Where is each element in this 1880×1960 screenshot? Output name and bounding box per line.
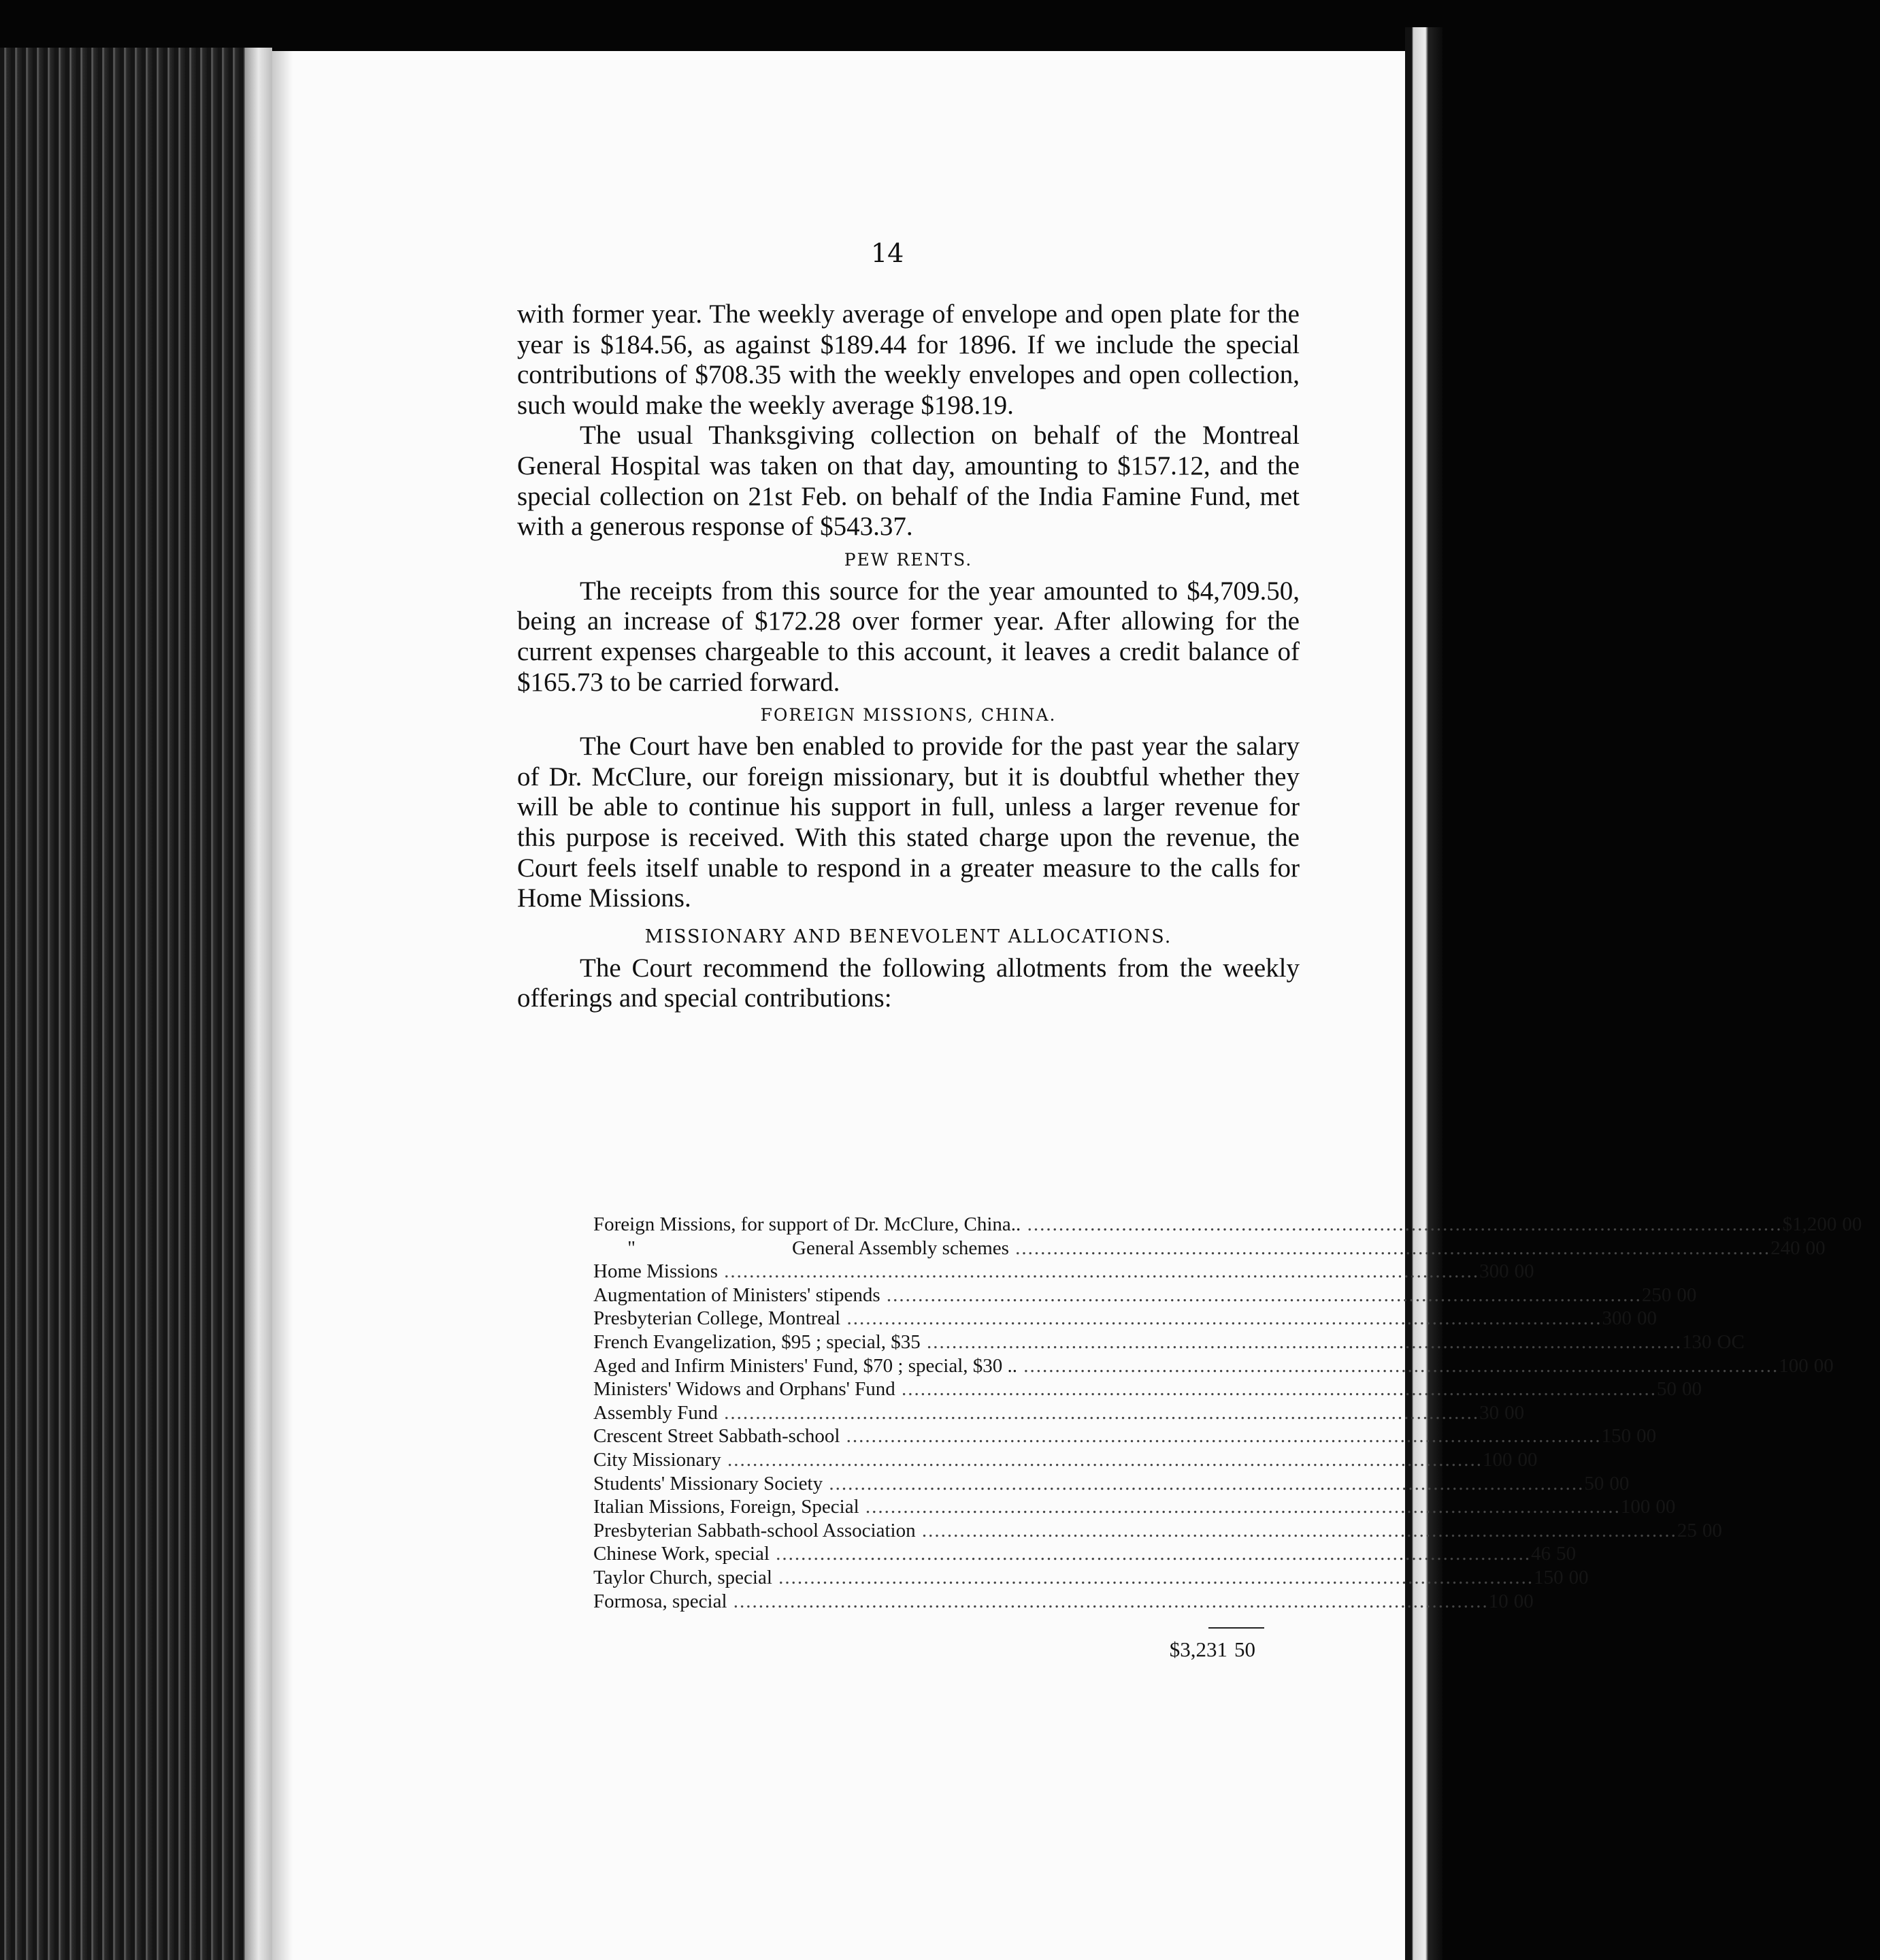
allocation-cents: 00: [1682, 1378, 1702, 1401]
paragraph-foreign-missions: The Court have ben enabled to provide for the past year the salary of Dr. McClure, our foreign missionary, but it is doubtful whether they will be able to continue his support in full, unless a larger revenue for this purpose is received. With this stated charge upon the revenue, the Court feels itself unable to respond in a greater measure to the calls for Home Missions.: [517, 732, 1300, 913]
paragraph-allocations-intro: The Court recommend the following allotments from the weekly offerings and special contributions:: [517, 953, 1300, 1013]
heading-allocations: MISSIONARY AND BENEVOLENT ALLOCATIONS.: [644, 926, 1172, 947]
allocation-label-text: General Assembly schemes: [792, 1237, 1009, 1259]
allocation-amount: [1479, 1402, 1543, 1424]
allocation-label: [593, 1284, 1642, 1307]
allocation-cents: 00: [1636, 1425, 1657, 1448]
allocation-label: [593, 1543, 1531, 1565]
allocation-row: [593, 1543, 1577, 1567]
allocation-amount: [1602, 1425, 1675, 1448]
allocation-cents: OC: [1717, 1330, 1745, 1353]
dot-leader: ........................................................................................................................: [840, 1307, 1602, 1330]
allocation-row: [593, 1354, 1834, 1379]
dot-leader: ........................................................................................................................: [880, 1284, 1642, 1306]
allocation-row: [593, 1519, 1722, 1544]
allocation-label: [593, 1567, 1534, 1589]
allocation-dollars: 30: [1479, 1401, 1500, 1424]
allocation-label-text: Home Missions: [593, 1260, 718, 1283]
dot-leader: ........................................................................................................................: [895, 1378, 1657, 1401]
allocation-dollars: 100: [1779, 1354, 1809, 1377]
allocation-amount: [1489, 1590, 1552, 1613]
page-number: 14: [871, 238, 904, 268]
allocation-cents: 00: [1514, 1260, 1534, 1283]
allocation-row: [593, 1496, 1676, 1520]
book-page-stack-right: [1405, 27, 1442, 1960]
allocation-dollars: 130: [1682, 1330, 1712, 1353]
allocation-label-text: Presbyterian Sabbath-school Association: [593, 1519, 916, 1541]
allocation-dollars: 100: [1482, 1448, 1513, 1471]
allocation-label-text: City Missionary: [593, 1448, 721, 1471]
allocation-label-text: Italian Missions, Foreign, Special: [593, 1496, 859, 1518]
allocation-cents: 00: [1609, 1472, 1630, 1494]
paragraph-1: with former year. The weekly average of envelope and open plate for the year is $184.56, as against $189.44 for 1896. If we include the special contributions of $708.35 with the weekly envelopes and open collection, such would make the weekly average $198.19.: [517, 299, 1300, 420]
allocation-row: [593, 1401, 1525, 1426]
allocation-label: [593, 1260, 1479, 1283]
allocation-dollars: 10: [1488, 1590, 1508, 1612]
allocation-label: [593, 1425, 1602, 1448]
allocation-row: [593, 1425, 1657, 1449]
allocation-cents: 00: [1568, 1566, 1589, 1588]
allocation-label: [593, 1378, 1657, 1401]
allocation-cents: 00: [1636, 1307, 1657, 1330]
allocation-label-text: French Evangelization, $95 ; special, $35: [593, 1330, 921, 1353]
gutter-shadow: [272, 51, 293, 1960]
allocation-amount: [1584, 1473, 1647, 1495]
dot-leader: ........................................................................................................................: [915, 1519, 1677, 1541]
paragraph-2: The usual Thanksgiving collection on behalf of the Montreal General Hospital was taken on that day, amounting to $157.12, and the special collection on 21st Feb. on behalf of the India Famine Fund, met with a generous response of $543.37.: [517, 421, 1300, 542]
dot-leader: ........................................................................................................................: [727, 1590, 1489, 1612]
allocation-dollars: 50: [1584, 1472, 1604, 1494]
allocation-amount: [1779, 1355, 1852, 1377]
allocation-row: [593, 1448, 1538, 1473]
dot-leader: ........................................................................................................................: [1021, 1213, 1783, 1235]
allocation-dollars: 300: [1479, 1260, 1509, 1283]
allocation-cents: 00: [1517, 1448, 1538, 1471]
allocation-cents: 00: [1677, 1284, 1697, 1306]
allocation-amount: [1531, 1543, 1594, 1565]
allocation-amount: [1534, 1567, 1607, 1589]
ditto-mark: ": [627, 1237, 636, 1259]
allocations-total: [1158, 1637, 1267, 1662]
allocation-amount: [1682, 1331, 1755, 1354]
allocation-cents: 00: [1504, 1401, 1525, 1424]
allocation-row: [593, 1213, 1862, 1237]
allocation-row: [593, 1260, 1534, 1284]
dot-leader: ........................................................................................................................: [717, 1260, 1480, 1283]
allocation-label-text: Students' Missionary Society: [593, 1472, 823, 1494]
allocation-cents: 00: [1702, 1519, 1722, 1541]
allocation-label-text: Taylor Church, special: [593, 1566, 772, 1588]
allocation-cents: 00: [1805, 1237, 1826, 1259]
allocation-row: [593, 1284, 1697, 1308]
allocation-row: [593, 1590, 1534, 1614]
allocation-cents: 00: [1655, 1496, 1676, 1518]
dot-leader: ........................................................................................................................: [717, 1401, 1480, 1424]
dot-leader: ........................................................................................................................: [823, 1472, 1585, 1494]
allocation-label: [593, 1355, 1779, 1377]
allocation-dollars: 50: [1657, 1378, 1677, 1401]
allocation-amount: [1642, 1284, 1715, 1307]
allocation-amount: [1602, 1307, 1675, 1330]
allocation-row: [593, 1378, 1702, 1402]
paragraph-pew-rents: The receipts from this source for the year amounted to $4,709.50, being an increase of $172.28 over former year. After allowing for the current expenses chargeable to this account, it leaves a credit balance of $165.73 to be carried forward.: [517, 576, 1300, 697]
allocation-amount: [1783, 1213, 1880, 1236]
allocation-amount: [1479, 1260, 1553, 1283]
allocation-label: [593, 1590, 1489, 1613]
allocation-dollars: 250: [1641, 1284, 1672, 1306]
total-rule: [1208, 1627, 1264, 1629]
allocation-label: [593, 1496, 1621, 1518]
allocation-dollars: 100: [1620, 1496, 1651, 1518]
allocation-label-text: Assembly Fund: [593, 1401, 718, 1424]
allocation-label: [593, 1449, 1483, 1471]
total-cents: 50: [1234, 1637, 1255, 1661]
allocation-label: [593, 1402, 1479, 1424]
allocation-label-text: Augmentation of Ministers' stipends: [593, 1284, 880, 1306]
dot-leader: ........................................................................................................................: [920, 1330, 1683, 1353]
allocation-dollars: 150: [1601, 1425, 1632, 1448]
allocation-amount: [1657, 1378, 1720, 1401]
page-edge: [245, 48, 272, 1960]
allocation-label-text: Formosa, special: [593, 1590, 727, 1612]
allocation-label-text: Presbyterian College, Montreal: [593, 1307, 841, 1330]
allocation-dollars: 240: [1770, 1237, 1800, 1259]
allocation-label-text: Aged and Infirm Ministers' Fund, $70 ; special, $30 ..: [593, 1354, 1018, 1377]
dot-leader: ........................................................................................................................: [1008, 1237, 1771, 1259]
allocation-row: [593, 1472, 1630, 1497]
allocation-cents: 50: [1556, 1543, 1577, 1565]
heading-pew-rents: PEW RENTS.: [844, 549, 973, 570]
allocation-amount: [1621, 1496, 1694, 1518]
allocations-table: [593, 1213, 1862, 1661]
allocation-row: [593, 1330, 1745, 1355]
allocation-label: [593, 1473, 1584, 1495]
allocation-label: [593, 1237, 1770, 1260]
allocation-amount: [1677, 1520, 1741, 1542]
allocation-dollars: $1,200: [1782, 1213, 1837, 1235]
dot-leader: ........................................................................................................................: [769, 1543, 1532, 1565]
dot-leader: ........................................................................................................................: [1017, 1354, 1779, 1377]
allocation-label-text: Crescent Street Sabbath-school: [593, 1425, 840, 1448]
book-page-stack-left: [0, 48, 272, 1960]
dot-leader: ........................................................................................................................: [840, 1425, 1602, 1448]
allocation-cents: 00: [1513, 1590, 1534, 1612]
allocation-dollars: 300: [1602, 1307, 1632, 1330]
allocation-row: [593, 1307, 1657, 1331]
allocation-label-text: Chinese Work, special: [593, 1543, 770, 1565]
allocation-cents: 00: [1842, 1213, 1862, 1235]
allocation-cents: 00: [1813, 1354, 1834, 1377]
allocation-label-text: Foreign Missions, for support of Dr. McClure, China..: [593, 1213, 1021, 1235]
allocation-label: [593, 1520, 1677, 1542]
dot-leader: ........................................................................................................................: [772, 1566, 1534, 1588]
allocation-amount: [1483, 1449, 1556, 1471]
allocation-row: [593, 1237, 1826, 1261]
dot-leader: ........................................................................................................................: [721, 1448, 1483, 1471]
allocation-row: [593, 1566, 1589, 1590]
allocation-amount: [1770, 1237, 1844, 1260]
total-dollars: $3,231: [1169, 1637, 1227, 1661]
allocation-dollars: 25: [1677, 1519, 1697, 1541]
heading-foreign-missions: FOREIGN MISSIONS, CHINA.: [760, 705, 1057, 725]
allocation-label-text: Ministers' Widows and Orphans' Fund: [593, 1378, 895, 1401]
allocation-dollars: 46: [1531, 1543, 1551, 1565]
allocation-dollars: 150: [1534, 1566, 1564, 1588]
dot-leader: ........................................................................................................................: [859, 1496, 1621, 1518]
allocation-label: [593, 1331, 1682, 1354]
body-text: [517, 299, 1300, 1014]
allocation-label: [593, 1307, 1602, 1330]
allocation-label: [593, 1213, 1783, 1236]
